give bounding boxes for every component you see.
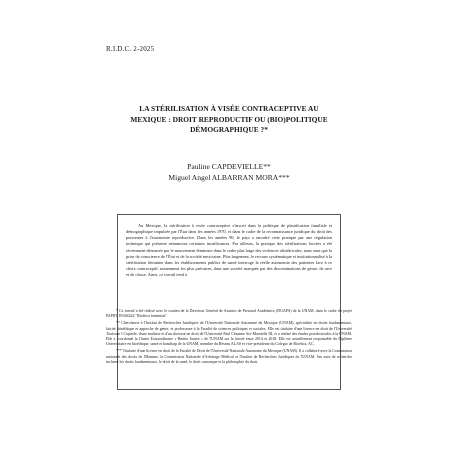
- title-line-2: MEXIQUE : DROIT REPRODUCTIF OU (BIO)POLITIQUE: [130, 114, 328, 124]
- author-2: Miguel Angel ALBARRAN MORA***: [168, 172, 290, 182]
- footnotes: [106, 309, 352, 367]
- journal-header: R.I.D.C. 2-2025: [106, 45, 155, 53]
- footnote-1: * Ce travail a été réalisé avec le soutien de la Direction Général de Asuntos de Personal Académico (DGAPA) de la UNAM, dans le cadre du projet PAPIIT IN304224 "Bioética feminista".: [106, 309, 352, 319]
- footnote-3: *** Titulaire d'une licence en droit de la Faculté de Droit de l'Université Nationale Autonome du Mexique (UNAM). Il a collaboré avec la Commission nationale des droits de l'Homme, la Commission Nationale d'Arbitrage Médical et l'Institut de Recherches Juridiques de l'UNAM. Ses axes de recherche incluent les droits fondamentaux, le droit de la santé, le droit canonique et la philosophie du droit.: [106, 349, 352, 364]
- footnote-2: ** Chercheuse à l'Institut de Recherches Juridiques de l'Université Nationale Autonome du Mexique (UNAM), spécialiste en droits fondamentaux, laïcité, bioéthique et approche de genre, et professeure à la Faculté de sciences politiques et sociales. Elle est titulaire d'une licence en droit de l'Université Toulouse I Capitole, d'une maîtrise et d'un doctorat en droit de l'Université Paul Cézanne Aix-Marseille III, et a réalisé des études postdoctorales à la UNAM. Elle a coordonné la Chaire Extraordinaire « Benito Juárez » de l'UNAM sur la laïcité entre 2014 et 2018. Elle est actuellement responsable du Diplôme Universitaire en bioéthique, santé et handicap de la UNAM, membre du Réseau ALAS et vice-présidente du Colegio de Bioética, AC.: [106, 321, 352, 347]
- title-line-1: LA STÉRILISATION À VISÉE CONTRACEPTIVE AU: [139, 104, 319, 113]
- article-title: [112, 104, 346, 136]
- title-line-3: DÉMOGRAPHIQUE ?*: [190, 125, 268, 134]
- abstract-text: Au Mexique, la stérilisation à visée contraceptive s'inscrit dans la politique de planification familiale et démographique impulsée par l'État dans les années 1970, et dans le cadre de la reconnaissance juridique du droit des personnes à l'autonomie reproductive. Dans les années 90, le pays a encadré cette pratique par une régulation technique qui présente néanmoins certaines insuffisances. Par ailleurs, la pratique des stérilisations forcées a été récemment dénoncée par le mouvement féministe dans le cadre plus large des violences obstétricales, mais sans que la prise de conscience de l'État et de la société mexicaine. Plus largement, le recours systématique et institutionnalisé à la stérilisation féminine dans les établissements publics de santé interroge la réelle autonomie des patientes face à ce choix contraceptif, notamment les plus précaires, dans une société marquée par des discriminations de genre, de race et de classe. Ainsi, ce travail tend à: [126, 223, 332, 278]
- author-1: Pauline CAPDEVIELLE**: [187, 162, 271, 171]
- author-block: [100, 162, 358, 183]
